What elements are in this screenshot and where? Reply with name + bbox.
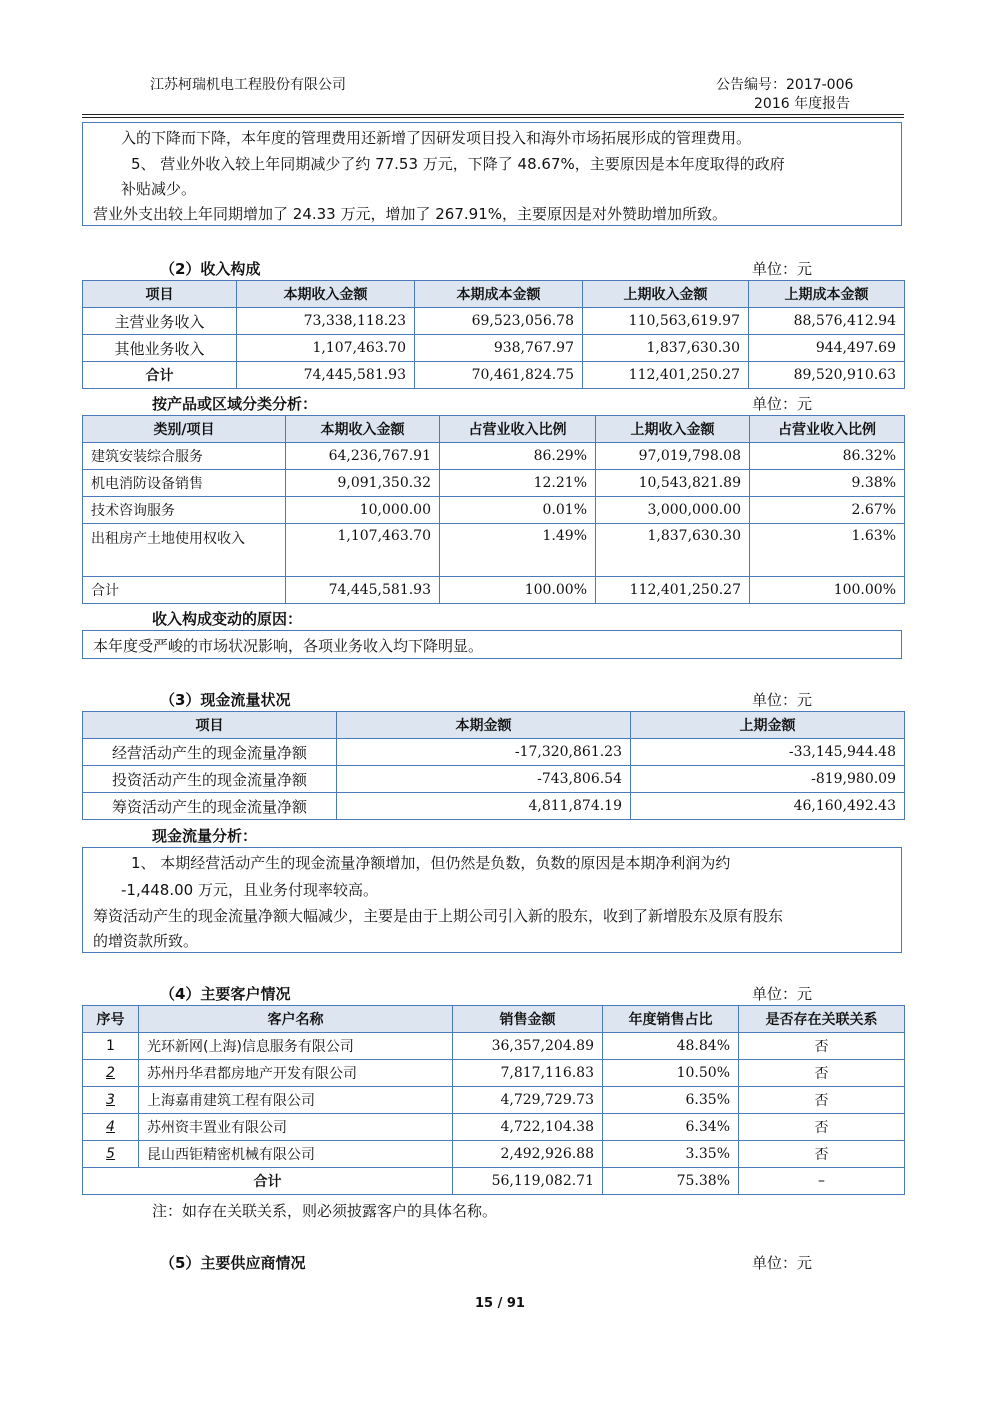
row-index: 5 [83, 1141, 139, 1168]
cell-value: 6.35% [603, 1087, 739, 1114]
cell-value: 4,811,874.19 [337, 793, 631, 820]
table-row [83, 793, 905, 820]
table-row [83, 470, 905, 497]
cell-value: 36,357,204.89 [453, 1033, 603, 1060]
cell-value: 1.49% [440, 524, 596, 577]
table-row [83, 308, 905, 335]
cell-value: 86.32% [750, 443, 905, 470]
notes-line-2: 5、 营业外收入较上年同期减少了约 77.53 万元，下降了 48.67%，主要原因是本年度取得的政府 [131, 155, 785, 173]
col-header: 销售金额 [453, 1006, 603, 1033]
row-label: 主营业务收入 [83, 308, 237, 335]
cell-value: 0.01% [440, 497, 596, 524]
related-flag: 否 [739, 1141, 905, 1168]
col-header: 本期收入金额 [237, 281, 415, 308]
suppliers-unit: 单位：元 [752, 1254, 813, 1272]
col-header: 本期收入金额 [286, 416, 440, 443]
cell-value: 69,523,056.78 [415, 308, 583, 335]
col-header: 是否存在关联关系 [739, 1006, 905, 1033]
cash-analysis-box [82, 847, 902, 953]
cell-value: 9,091,350.32 [286, 470, 440, 497]
cell-value: 48.84% [603, 1033, 739, 1060]
table-row [83, 1060, 905, 1087]
row-label: 投资活动产生的现金流量净额 [83, 766, 337, 793]
cell-value: 1,837,630.30 [596, 524, 750, 577]
related-flag: – [739, 1168, 905, 1195]
cell-value: -819,980.09 [631, 766, 905, 793]
row-index: 1 [83, 1033, 139, 1060]
table-row [83, 1141, 905, 1168]
cash-analysis-line-4: 的增资款所致。 [93, 932, 199, 950]
cell-value: 97,019,798.08 [596, 443, 750, 470]
col-header: 年度销售占比 [603, 1006, 739, 1033]
cell-value: 74,445,581.93 [286, 577, 440, 604]
announcement-number: 公告编号：2017-006 [716, 77, 854, 93]
row-label: 出租房产土地使用权收入 [83, 524, 286, 577]
table-row [83, 766, 905, 793]
row-label: 经营活动产生的现金流量净额 [83, 739, 337, 766]
row-index: 3 [83, 1087, 139, 1114]
cell-value: 88,576,412.94 [749, 308, 905, 335]
cell-value: 6.34% [603, 1114, 739, 1141]
cashflow-unit: 单位：元 [752, 691, 813, 709]
cell-value: 7,817,116.83 [453, 1060, 603, 1087]
cell-value: 944,497.69 [749, 335, 905, 362]
col-header: 占营业收入比例 [440, 416, 596, 443]
cell-value: 3,000,000.00 [596, 497, 750, 524]
customers-unit: 单位：元 [752, 985, 813, 1003]
table-total-row [83, 362, 905, 389]
page-number: 15 / 91 [475, 1296, 525, 1311]
cell-value: 1,837,630.30 [583, 335, 749, 362]
cash-analysis-line-1: 1、 本期经营活动产生的现金流量净额增加，但仍然是负数，负数的原因是本期净利润为约 [131, 854, 731, 872]
company-name: 江苏柯瑞机电工程股份有限公司 [150, 77, 346, 93]
cell-value: 10,543,821.89 [596, 470, 750, 497]
cell-value: 112,401,250.27 [583, 362, 749, 389]
cell-value: 9.38% [750, 470, 905, 497]
cell-value: 12.21% [440, 470, 596, 497]
customers-note: 注：如存在关联关系，则必须披露客户的具体名称。 [152, 1202, 498, 1220]
cell-value: 1.63% [750, 524, 905, 577]
row-label: 合计 [83, 362, 237, 389]
cell-value: 2,492,926.88 [453, 1141, 603, 1168]
related-flag: 否 [739, 1114, 905, 1141]
col-header: 上期收入金额 [583, 281, 749, 308]
col-header: 本期成本金额 [415, 281, 583, 308]
customers-table [82, 1005, 905, 1195]
change-reason-title: 收入构成变动的原因： [152, 610, 303, 628]
row-label: 技术咨询服务 [83, 497, 286, 524]
cell-value: 74,445,581.93 [237, 362, 415, 389]
revenue-section-title: （2）收入构成 [160, 260, 261, 278]
cash-analysis-line-3: 筹资活动产生的现金流量净额大幅减少，主要是由于上期公司引入新的股东，收到了新增股东及原有股东 [93, 907, 784, 925]
cell-value: 112,401,250.27 [596, 577, 750, 604]
table-total-row [83, 1168, 905, 1195]
notes-line-1: 入的下降而下降，本年度的管理费用还新增了因研发项目投入和海外市场拓展形成的管理费用。 [121, 129, 752, 147]
cell-value: -33,145,944.48 [631, 739, 905, 766]
change-reason-box [82, 630, 902, 659]
cell-value: -17,320,861.23 [337, 739, 631, 766]
customer-name: 昆山西钜精密机械有限公司 [139, 1141, 453, 1168]
revenue-unit: 单位：元 [752, 260, 813, 278]
customer-name: 上海嘉甫建筑工程有限公司 [139, 1087, 453, 1114]
header-rule-2 [82, 117, 904, 118]
notes-line-3: 补贴减少。 [121, 180, 197, 198]
col-header: 客户名称 [139, 1006, 453, 1033]
customer-name: 苏州资丰置业有限公司 [139, 1114, 453, 1141]
col-header: 项目 [83, 712, 337, 739]
notes-line-4: 营业外支出较上年同期增加了 24.33 万元，增加了 267.91%，主要原因是对外赞助增加所致。 [93, 205, 727, 223]
cell-value: 10,000.00 [286, 497, 440, 524]
cell-value: 1,107,463.70 [286, 524, 440, 577]
cell-value: 70,461,824.75 [415, 362, 583, 389]
cell-value: 100.00% [440, 577, 596, 604]
row-label: 合计 [83, 577, 286, 604]
col-header: 本期金额 [337, 712, 631, 739]
cell-value: 10.50% [603, 1060, 739, 1087]
cell-value: 1,107,463.70 [237, 335, 415, 362]
customer-name: 光环新网(上海)信息服务有限公司 [139, 1033, 453, 1060]
header-rule [82, 114, 904, 115]
revenue-table [82, 280, 905, 389]
notes-box [82, 122, 902, 226]
customers-section-title: （4）主要客户情况 [160, 985, 291, 1003]
cell-value: 100.00% [750, 577, 905, 604]
cell-value: 75.38% [603, 1168, 739, 1195]
row-label: 筹资活动产生的现金流量净额 [83, 793, 337, 820]
cell-value: 4,722,104.38 [453, 1114, 603, 1141]
related-flag: 否 [739, 1033, 905, 1060]
row-index: 4 [83, 1114, 139, 1141]
col-header: 项目 [83, 281, 237, 308]
cell-value: 46,160,492.43 [631, 793, 905, 820]
cash-analysis-title: 现金流量分析： [152, 827, 258, 845]
table-row [83, 524, 905, 577]
col-header: 类别/项目 [83, 416, 286, 443]
table-row [83, 1033, 905, 1060]
col-header: 上期金额 [631, 712, 905, 739]
row-label: 建筑安装综合服务 [83, 443, 286, 470]
col-header: 序号 [83, 1006, 139, 1033]
cashflow-section-title: （3）现金流量状况 [160, 691, 291, 709]
table-row [83, 739, 905, 766]
customer-name: 苏州丹华君都房地产开发有限公司 [139, 1060, 453, 1087]
cell-value: 73,338,118.23 [237, 308, 415, 335]
col-header: 上期成本金额 [749, 281, 905, 308]
product-table [82, 415, 905, 604]
row-index: 2 [83, 1060, 139, 1087]
product-unit: 单位：元 [752, 395, 813, 413]
row-label: 机电消防设备销售 [83, 470, 286, 497]
cell-value: 3.35% [603, 1141, 739, 1168]
table-row [83, 443, 905, 470]
table-row [83, 1087, 905, 1114]
cell-value: 938,767.97 [415, 335, 583, 362]
table-row [83, 1114, 905, 1141]
related-flag: 否 [739, 1087, 905, 1114]
col-header: 占营业收入比例 [750, 416, 905, 443]
row-label: 其他业务收入 [83, 335, 237, 362]
col-header: 上期收入金额 [596, 416, 750, 443]
table-row [83, 335, 905, 362]
cell-value: 86.29% [440, 443, 596, 470]
cell-value: 89,520,910.63 [749, 362, 905, 389]
cell-value: -743,806.54 [337, 766, 631, 793]
cashflow-table [82, 711, 905, 820]
cell-value: 56,119,082.71 [453, 1168, 603, 1195]
change-reason-text: 本年度受严峻的市场状况影响，各项业务收入均下降明显。 [93, 637, 484, 655]
table-row [83, 497, 905, 524]
product-section-title: 按产品或区域分类分析： [152, 395, 318, 413]
related-flag: 否 [739, 1060, 905, 1087]
cell-value: 4,729,729.73 [453, 1087, 603, 1114]
cell-value: 2.67% [750, 497, 905, 524]
report-title: 2016 年度报告 [754, 96, 851, 112]
table-total-row [83, 577, 905, 604]
cell-value: 64,236,767.91 [286, 443, 440, 470]
cash-analysis-line-2: -1,448.00 万元，且业务付现率较高。 [121, 881, 378, 899]
suppliers-section-title: （5）主要供应商情况 [160, 1254, 306, 1272]
row-label: 合计 [83, 1168, 453, 1195]
cell-value: 110,563,619.97 [583, 308, 749, 335]
